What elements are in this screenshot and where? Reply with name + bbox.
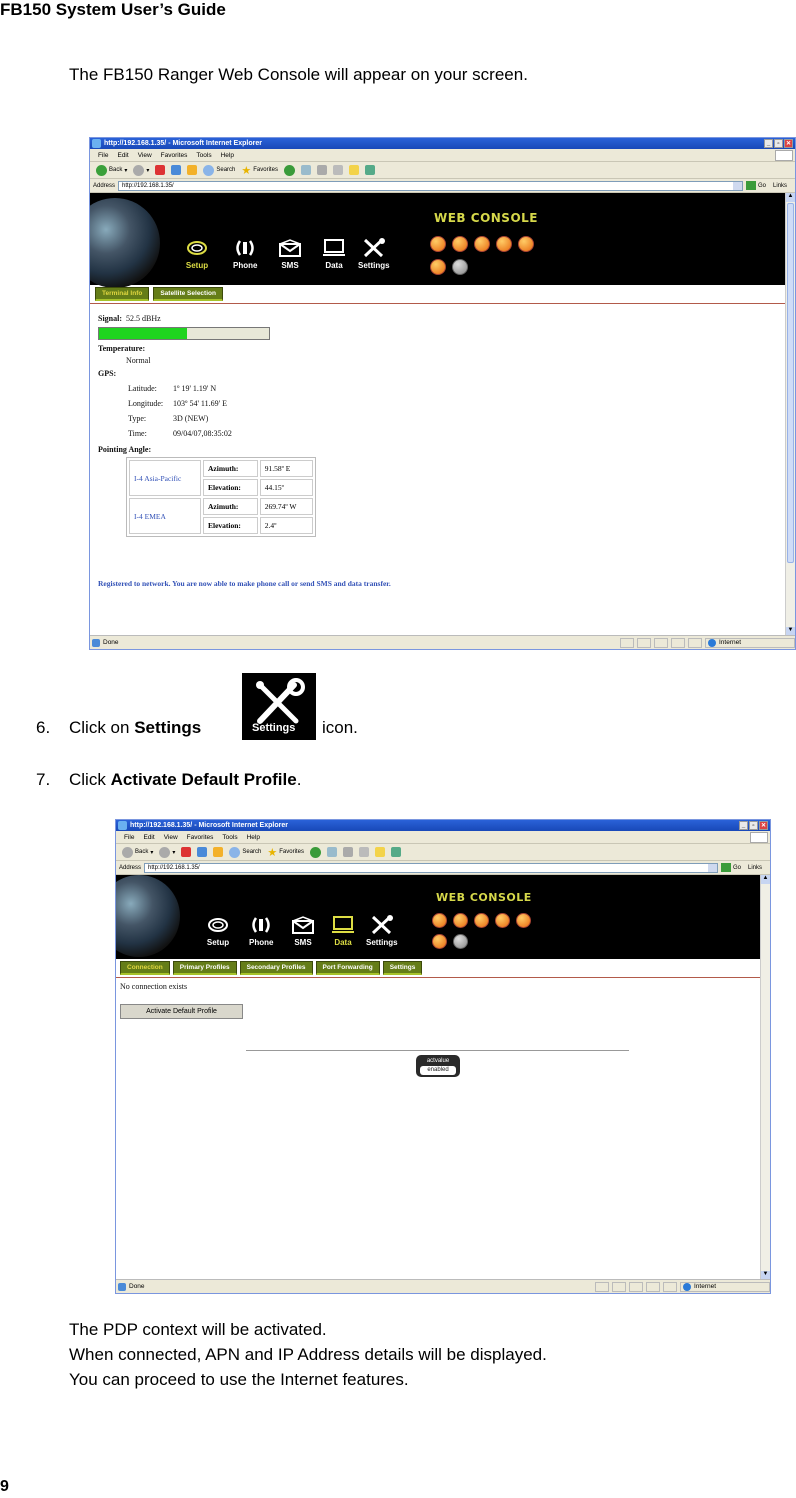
browser-window-1 bbox=[89, 137, 796, 650]
vertical-scrollbar[interactable] bbox=[760, 875, 770, 1280]
signal-row bbox=[98, 314, 161, 323]
signal-value: 52.5 dBHz bbox=[126, 314, 161, 323]
menu-bar bbox=[90, 149, 795, 162]
menu-favorites[interactable]: Favorites bbox=[186, 833, 214, 841]
menu-help[interactable]: Help bbox=[220, 151, 234, 159]
quick-icon-2[interactable] bbox=[453, 913, 468, 928]
azimuth-label: Azimuth: bbox=[208, 464, 239, 473]
forward-arrow-icon bbox=[133, 165, 144, 176]
maximize-button[interactable]: ▫ bbox=[774, 139, 783, 148]
elevation-label: Elevation: bbox=[208, 521, 241, 530]
signal-label: Signal: bbox=[98, 314, 123, 323]
nav-setup-label: Setup bbox=[185, 261, 209, 270]
tab-satellite-selection[interactable]: Satellite Selection bbox=[153, 287, 223, 301]
title-bar bbox=[116, 820, 770, 831]
nav-setup-label: Setup bbox=[206, 938, 230, 947]
nav-setup[interactable] bbox=[185, 238, 209, 270]
tab-divider bbox=[116, 977, 762, 978]
globe-image bbox=[116, 875, 180, 957]
favorites-label: Favorites bbox=[279, 849, 304, 855]
window-title: http://192.168.1.35/ - Microsoft Internet Explorer bbox=[104, 140, 262, 147]
power-icon[interactable] bbox=[430, 259, 446, 275]
envelope-icon bbox=[278, 238, 302, 258]
quick-icon-2[interactable] bbox=[452, 236, 468, 252]
tab-port-forwarding[interactable]: Port Forwarding bbox=[316, 961, 380, 975]
title-bar bbox=[90, 138, 795, 149]
nav-settings[interactable] bbox=[366, 915, 398, 947]
menu-favorites[interactable]: Favorites bbox=[160, 151, 188, 159]
forward-button[interactable]: ▾ bbox=[159, 847, 175, 858]
windows-flag-icon bbox=[775, 150, 793, 161]
home-icon[interactable] bbox=[187, 165, 197, 175]
globe-image bbox=[90, 198, 160, 288]
signal-bar-fill bbox=[99, 328, 187, 339]
wrench-screwdriver-icon bbox=[370, 915, 394, 935]
go-button[interactable] bbox=[746, 181, 766, 190]
menu-view[interactable]: View bbox=[137, 151, 152, 159]
back-label: Back bbox=[109, 167, 123, 173]
star-icon: ★ bbox=[267, 846, 278, 859]
gps-label: GPS: bbox=[98, 369, 117, 378]
satellite-name: I-4 Asia-Pacific bbox=[129, 460, 201, 496]
folder-icon[interactable] bbox=[375, 847, 385, 857]
back-arrow-icon bbox=[96, 165, 107, 176]
temperature-label: Temperature: bbox=[98, 344, 146, 353]
gps-time: Time: 09/04/07,08:35:02 bbox=[128, 429, 232, 438]
closing-line-2: When connected, APN and IP Address details will be displayed. bbox=[69, 1345, 547, 1364]
quick-icon-5[interactable] bbox=[516, 913, 531, 928]
info-tabs bbox=[95, 287, 223, 301]
nav-data-label: Data bbox=[334, 938, 352, 947]
table-row bbox=[129, 460, 313, 477]
menu-file[interactable]: File bbox=[124, 833, 135, 841]
ie-icon bbox=[118, 821, 127, 830]
zone-label: Internet bbox=[694, 1283, 717, 1290]
step-7-bold: Activate Default Profile bbox=[110, 770, 297, 789]
step-6-bold: Settings bbox=[134, 718, 202, 737]
closing-line-3: You can proceed to use the Internet features. bbox=[69, 1370, 409, 1389]
step-6 bbox=[36, 717, 201, 739]
go-label: Go bbox=[732, 864, 741, 871]
address-input[interactable] bbox=[144, 863, 718, 873]
setup-icon bbox=[185, 238, 209, 258]
nav-phone[interactable] bbox=[249, 915, 273, 947]
nav-phone-label: Phone bbox=[233, 261, 258, 270]
nav-phone-label: Phone bbox=[249, 938, 274, 947]
tab-secondary-profiles[interactable]: Secondary Profiles bbox=[240, 961, 313, 975]
history-icon[interactable] bbox=[310, 847, 321, 858]
tab-terminal-info[interactable]: Terminal Info bbox=[95, 287, 149, 301]
minimize-button[interactable]: _ bbox=[739, 821, 748, 830]
menu-bar bbox=[116, 831, 770, 844]
nav-settings[interactable] bbox=[358, 238, 390, 270]
search-icon bbox=[203, 165, 214, 176]
page-viewport bbox=[116, 875, 770, 1280]
activate-default-profile-button[interactable]: Activate Default Profile bbox=[120, 1004, 243, 1019]
divider-line bbox=[246, 1050, 629, 1051]
status-text: Done bbox=[129, 1283, 145, 1290]
globe-icon bbox=[683, 1283, 691, 1291]
address-dropdown-icon[interactable] bbox=[733, 182, 742, 190]
quick-icon-1[interactable] bbox=[432, 913, 447, 928]
refresh-icon[interactable] bbox=[171, 165, 181, 175]
nav-data-label: Data bbox=[325, 261, 343, 270]
address-dropdown-icon[interactable] bbox=[708, 864, 717, 872]
star-icon: ★ bbox=[241, 164, 252, 177]
messenger-icon[interactable] bbox=[391, 847, 401, 857]
messenger-icon[interactable] bbox=[365, 165, 375, 175]
registration-message: Registered to network. You are now able to make phone call or send SMS and data transfer. bbox=[98, 579, 391, 588]
scroll-down-icon[interactable]: ▼ bbox=[761, 1271, 770, 1280]
menu-tools[interactable]: Tools bbox=[222, 833, 238, 841]
back-label: Back bbox=[135, 849, 149, 855]
maximize-button[interactable]: ▫ bbox=[749, 821, 758, 830]
connection-status: No connection exists bbox=[120, 982, 188, 991]
page-header: FB150 System User’s Guide bbox=[0, 0, 226, 19]
envelope-icon bbox=[291, 915, 315, 935]
wrench-screwdriver-icon bbox=[362, 238, 386, 258]
nav-sms[interactable] bbox=[291, 915, 315, 947]
nav-settings-label: Settings bbox=[358, 261, 390, 270]
pointing-angle-label: Pointing Angle: bbox=[98, 445, 152, 454]
gps-type: Type: 3D (NEW) bbox=[128, 414, 209, 423]
windows-flag-icon bbox=[750, 832, 768, 843]
go-arrow-icon bbox=[746, 181, 756, 190]
step-6-text: Click on bbox=[69, 718, 130, 737]
setup-icon bbox=[206, 915, 230, 935]
zone-indicator bbox=[680, 1282, 770, 1292]
favorites-label: Favorites bbox=[253, 167, 278, 173]
azimuth-value: 269.74º W bbox=[260, 498, 313, 515]
search-label: Search bbox=[242, 849, 262, 855]
zone-label: Internet bbox=[719, 639, 742, 646]
address-label: Address bbox=[93, 182, 116, 189]
links-button[interactable]: Links bbox=[772, 182, 787, 189]
elevation-value: 2.4º bbox=[260, 517, 313, 534]
nav-data[interactable] bbox=[322, 238, 346, 270]
save-icon[interactable] bbox=[452, 259, 468, 275]
monitor-icon bbox=[322, 238, 346, 258]
elevation-value: 44.15º bbox=[260, 479, 313, 496]
page-icon bbox=[118, 1283, 126, 1291]
power-icon[interactable] bbox=[432, 934, 447, 949]
menu-edit[interactable]: Edit bbox=[117, 151, 129, 159]
mail-icon[interactable] bbox=[301, 165, 311, 175]
console-brand: WEB CONSOLE bbox=[434, 211, 538, 225]
go-arrow-icon bbox=[721, 863, 731, 872]
address-input[interactable] bbox=[118, 181, 743, 191]
scroll-thumb[interactable] bbox=[787, 203, 794, 563]
print-icon[interactable] bbox=[317, 165, 327, 175]
close-button[interactable]: ✕ bbox=[760, 823, 767, 829]
scroll-up-icon[interactable]: ▲ bbox=[786, 193, 795, 202]
step-7-text: Click bbox=[69, 770, 106, 789]
satellite-name: I-4 EMEA bbox=[129, 498, 201, 534]
page-number: 9 bbox=[0, 1478, 9, 1495]
settings-icon-label: Settings bbox=[252, 722, 296, 734]
nav-sms[interactable] bbox=[278, 238, 302, 270]
back-button[interactable]: Back ▾ bbox=[96, 165, 127, 176]
search-icon bbox=[229, 847, 240, 858]
home-icon[interactable] bbox=[213, 847, 223, 857]
window-title: http://192.168.1.35/ - Microsoft Internet Explorer bbox=[130, 822, 288, 829]
stop-icon[interactable] bbox=[181, 847, 191, 857]
menu-help[interactable]: Help bbox=[246, 833, 260, 841]
toolbar bbox=[116, 844, 770, 861]
favorites-button[interactable] bbox=[241, 164, 278, 177]
nav-data[interactable] bbox=[331, 915, 355, 947]
search-button[interactable] bbox=[203, 165, 235, 176]
vertical-scrollbar[interactable] bbox=[785, 193, 795, 636]
address-value: http://192.168.1.35/ bbox=[148, 864, 200, 871]
intro-text: The FB150 Ranger Web Console will appear on your screen. bbox=[69, 65, 528, 84]
tab-settings[interactable]: Settings bbox=[383, 961, 423, 975]
console-banner bbox=[116, 875, 762, 959]
azimuth-label: Azimuth: bbox=[208, 502, 239, 511]
nav-settings-label: Settings bbox=[366, 938, 398, 947]
scroll-down-icon[interactable]: ▼ bbox=[786, 627, 795, 636]
table-row bbox=[129, 498, 313, 515]
save-icon[interactable] bbox=[453, 934, 468, 949]
globe-icon bbox=[708, 639, 716, 647]
history-icon[interactable] bbox=[284, 165, 295, 176]
forward-button[interactable]: ▾ bbox=[133, 165, 149, 176]
status-bar bbox=[116, 1279, 770, 1293]
step-6-post: icon. bbox=[322, 718, 358, 737]
edit-icon[interactable] bbox=[333, 165, 343, 175]
temperature-value: Normal bbox=[126, 356, 151, 365]
tab-connection[interactable]: Connection bbox=[120, 961, 170, 975]
closing-line-1: The PDP context will be activated. bbox=[69, 1320, 327, 1339]
data-tabs bbox=[120, 961, 422, 975]
menu-view[interactable]: View bbox=[163, 833, 178, 841]
step-7 bbox=[36, 769, 301, 791]
close-button[interactable]: ✕ bbox=[785, 141, 792, 147]
quick-icon-3[interactable] bbox=[474, 236, 490, 252]
edit-icon[interactable] bbox=[359, 847, 369, 857]
address-bar bbox=[90, 179, 795, 193]
toolbar bbox=[90, 162, 795, 179]
step-7-number: 7. bbox=[36, 770, 51, 789]
status-bar bbox=[90, 635, 795, 649]
menu-tools[interactable]: Tools bbox=[196, 151, 212, 159]
quick-icon-3[interactable] bbox=[474, 913, 489, 928]
address-value: http://192.168.1.35/ bbox=[122, 182, 174, 189]
nav-setup[interactable] bbox=[206, 915, 230, 947]
favorites-button[interactable] bbox=[267, 846, 304, 859]
back-arrow-icon bbox=[122, 847, 133, 858]
back-button[interactable]: Back ▾ bbox=[122, 847, 153, 858]
menu-file[interactable]: File bbox=[98, 151, 109, 159]
nav-phone[interactable] bbox=[233, 238, 257, 270]
page-viewport bbox=[90, 193, 795, 636]
search-label: Search bbox=[216, 167, 236, 173]
quick-icon-4[interactable] bbox=[495, 913, 510, 928]
nav-sms-label: SMS bbox=[281, 261, 299, 270]
quick-icon-5[interactable] bbox=[518, 236, 534, 252]
address-bar bbox=[116, 861, 770, 875]
go-label: Go bbox=[757, 182, 766, 189]
quick-icon-4[interactable] bbox=[496, 236, 512, 252]
search-button[interactable] bbox=[229, 847, 261, 858]
quick-icon-1[interactable] bbox=[430, 236, 446, 252]
stop-icon[interactable] bbox=[155, 165, 165, 175]
forward-arrow-icon bbox=[159, 847, 170, 858]
scroll-up-icon[interactable]: ▲ bbox=[761, 875, 770, 884]
console-brand: WEB CONSOLE bbox=[436, 891, 532, 904]
links-button[interactable]: Links bbox=[747, 864, 762, 871]
monitor-icon bbox=[331, 915, 355, 935]
refresh-icon[interactable] bbox=[197, 847, 207, 857]
signal-bar bbox=[98, 327, 270, 340]
actvalue-logo: actvalue enabled bbox=[416, 1055, 460, 1077]
zone-indicator bbox=[705, 638, 795, 648]
mail-icon[interactable] bbox=[327, 847, 337, 857]
print-icon[interactable] bbox=[343, 847, 353, 857]
browser-window-2 bbox=[115, 819, 771, 1294]
pointing-angle-table bbox=[126, 457, 316, 537]
minimize-button[interactable]: _ bbox=[764, 139, 773, 148]
page-icon bbox=[92, 639, 100, 647]
settings-icon bbox=[242, 673, 316, 740]
gps-latitude: Latitude: 1º 19' 1.19' N bbox=[128, 384, 217, 393]
elevation-label: Elevation: bbox=[208, 483, 241, 492]
console-banner bbox=[90, 193, 787, 285]
phone-icon bbox=[249, 915, 273, 935]
ie-icon bbox=[92, 139, 101, 148]
gps-longitude: Longitude: 103º 54' 11.69' E bbox=[128, 399, 227, 408]
tab-primary-profiles[interactable]: Primary Profiles bbox=[173, 961, 237, 975]
menu-edit[interactable]: Edit bbox=[143, 833, 155, 841]
go-button[interactable] bbox=[721, 863, 741, 872]
tab-divider bbox=[90, 303, 787, 304]
azimuth-value: 91.58º E bbox=[260, 460, 313, 477]
phone-icon bbox=[233, 238, 257, 258]
step-6-number: 6. bbox=[36, 718, 51, 737]
folder-icon[interactable] bbox=[349, 165, 359, 175]
step-7-post: . bbox=[296, 770, 302, 789]
status-text: Done bbox=[103, 639, 119, 646]
address-label: Address bbox=[119, 864, 142, 871]
nav-sms-label: SMS bbox=[294, 938, 312, 947]
